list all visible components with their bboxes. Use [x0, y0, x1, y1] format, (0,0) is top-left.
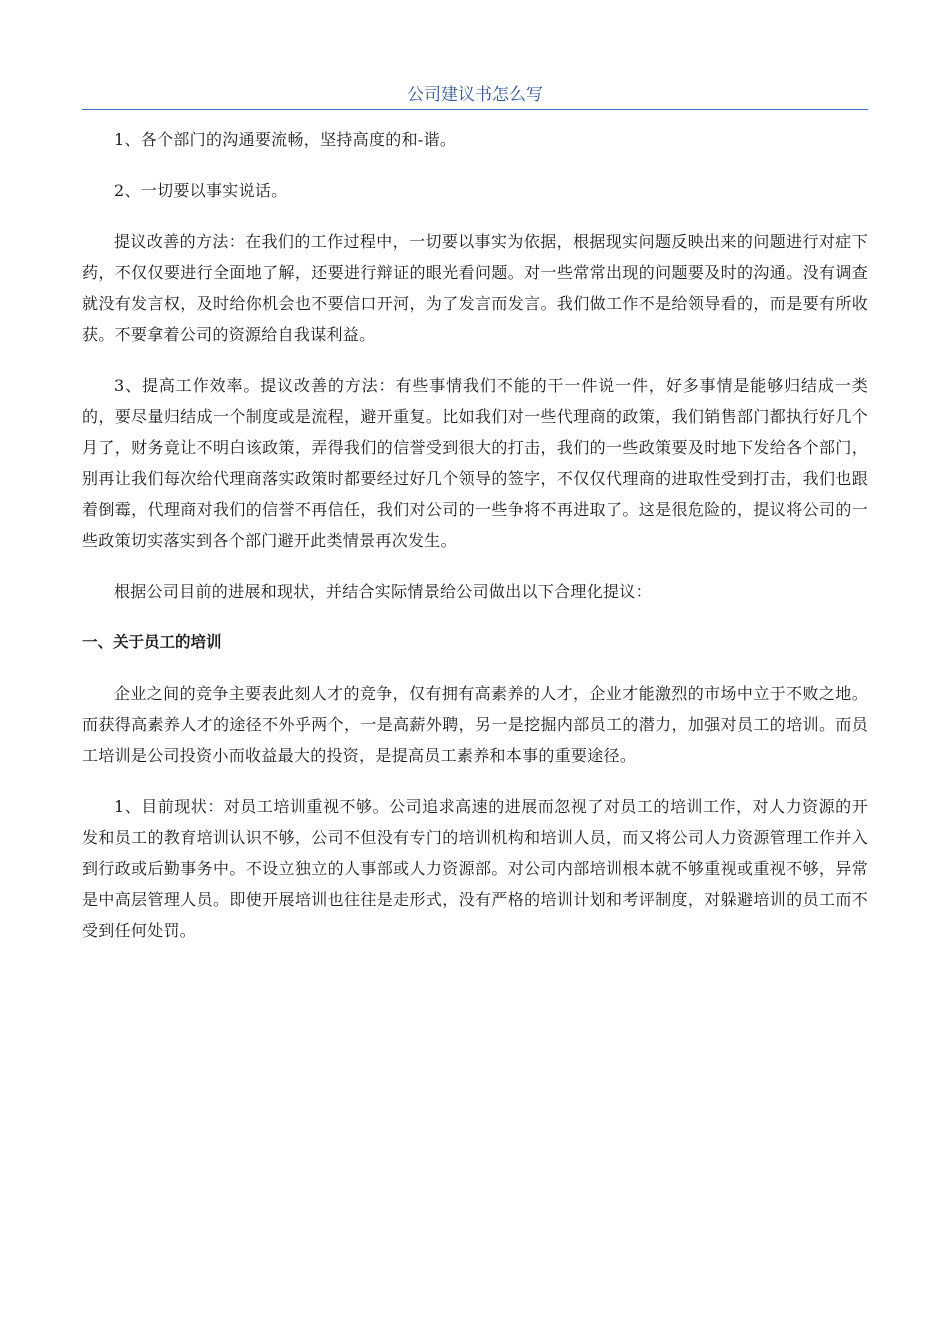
paragraph-5: 根据公司目前的进展和现状，并结合实际情景给公司做出以下合理化提议： [114, 582, 652, 601]
paragraph-4: 3、提高工作效率。提议改善的方法：有些事情我们不能的干一件说一件，好多事情是能够归结成一类的，要尽量归结成一个制度或是流程，避开重复。比如我们对一些代理商的政策，我们销售部门都执行好几个月了，财务竟让不明白该政策，弄得我们的信誉受到很大的打击，我们的一些政策要及时地下发给各个部门，别再让我们每次给代理商落实政策时都要经过好几个领导的签字，不仅仅代理商的进取性受到打击，我们也跟着倒霉，代理商对我们的信誉不再信任，我们对公司的一些争将不再进取了。这是很危险的，提议将公司的一些政策切实落实到各个部门避开此类情景再次发生。 [82, 376, 868, 550]
paragraph-6: 企业之间的竞争主要表此刻人才的竞争，仅有拥有高素养的人才，企业才能激烈的市场中立于不败之地。而获得高素养人才的途径不外乎两个，一是高薪外聘，另一是挖掘内部员工的潜力，加强对员工的培训。而员工培训是公司投资小而收益最大的投资，是提高员工素养和本事的重要途径。 [82, 684, 868, 765]
document-body [82, 124, 868, 946]
section-heading: 一、关于员工的培训 [82, 633, 222, 651]
paragraph-1: 1、各个部门的沟通要流畅，坚持高度的和-谐。 [114, 130, 457, 149]
page-header-title: 公司建议书怎么写 [407, 85, 543, 105]
paragraph-3: 提议改善的方法：在我们的工作过程中，一切要以事实为依据，根据现实问题反映出来的问题进行对症下药，不仅仅要进行全面地了解，还要进行辩证的眼光看问题。对一些常常出现的问题要及时的沟通。没有调查就没有发言权，及时给你机会也不要信口开河，为了发言而发言。我们做工作不是给领导看的，而是要有所收获。不要拿着公司的资源给自我谋利益。 [82, 232, 868, 344]
header-divider [82, 109, 868, 110]
paragraph-7: 1、目前现状：对员工培训重视不够。公司追求高速的进展而忽视了对员工的培训工作，对人力资源的开发和员工的教育培训认识不够，公司不但没有专门的培训机构和培训人员，而又将公司人力资源管理工作并入到行政或后勤事务中。不设立独立的人事部或人力资源部。对公司内部培训根本就不够重视或重视不够，异常是中高层管理人员。即使开展培训也往往是走形式，没有严格的培训计划和考评制度，对躲避培训的员工而不受到任何处罚。 [82, 797, 868, 940]
paragraph-2: 2、一切要以事实说话。 [114, 181, 288, 200]
